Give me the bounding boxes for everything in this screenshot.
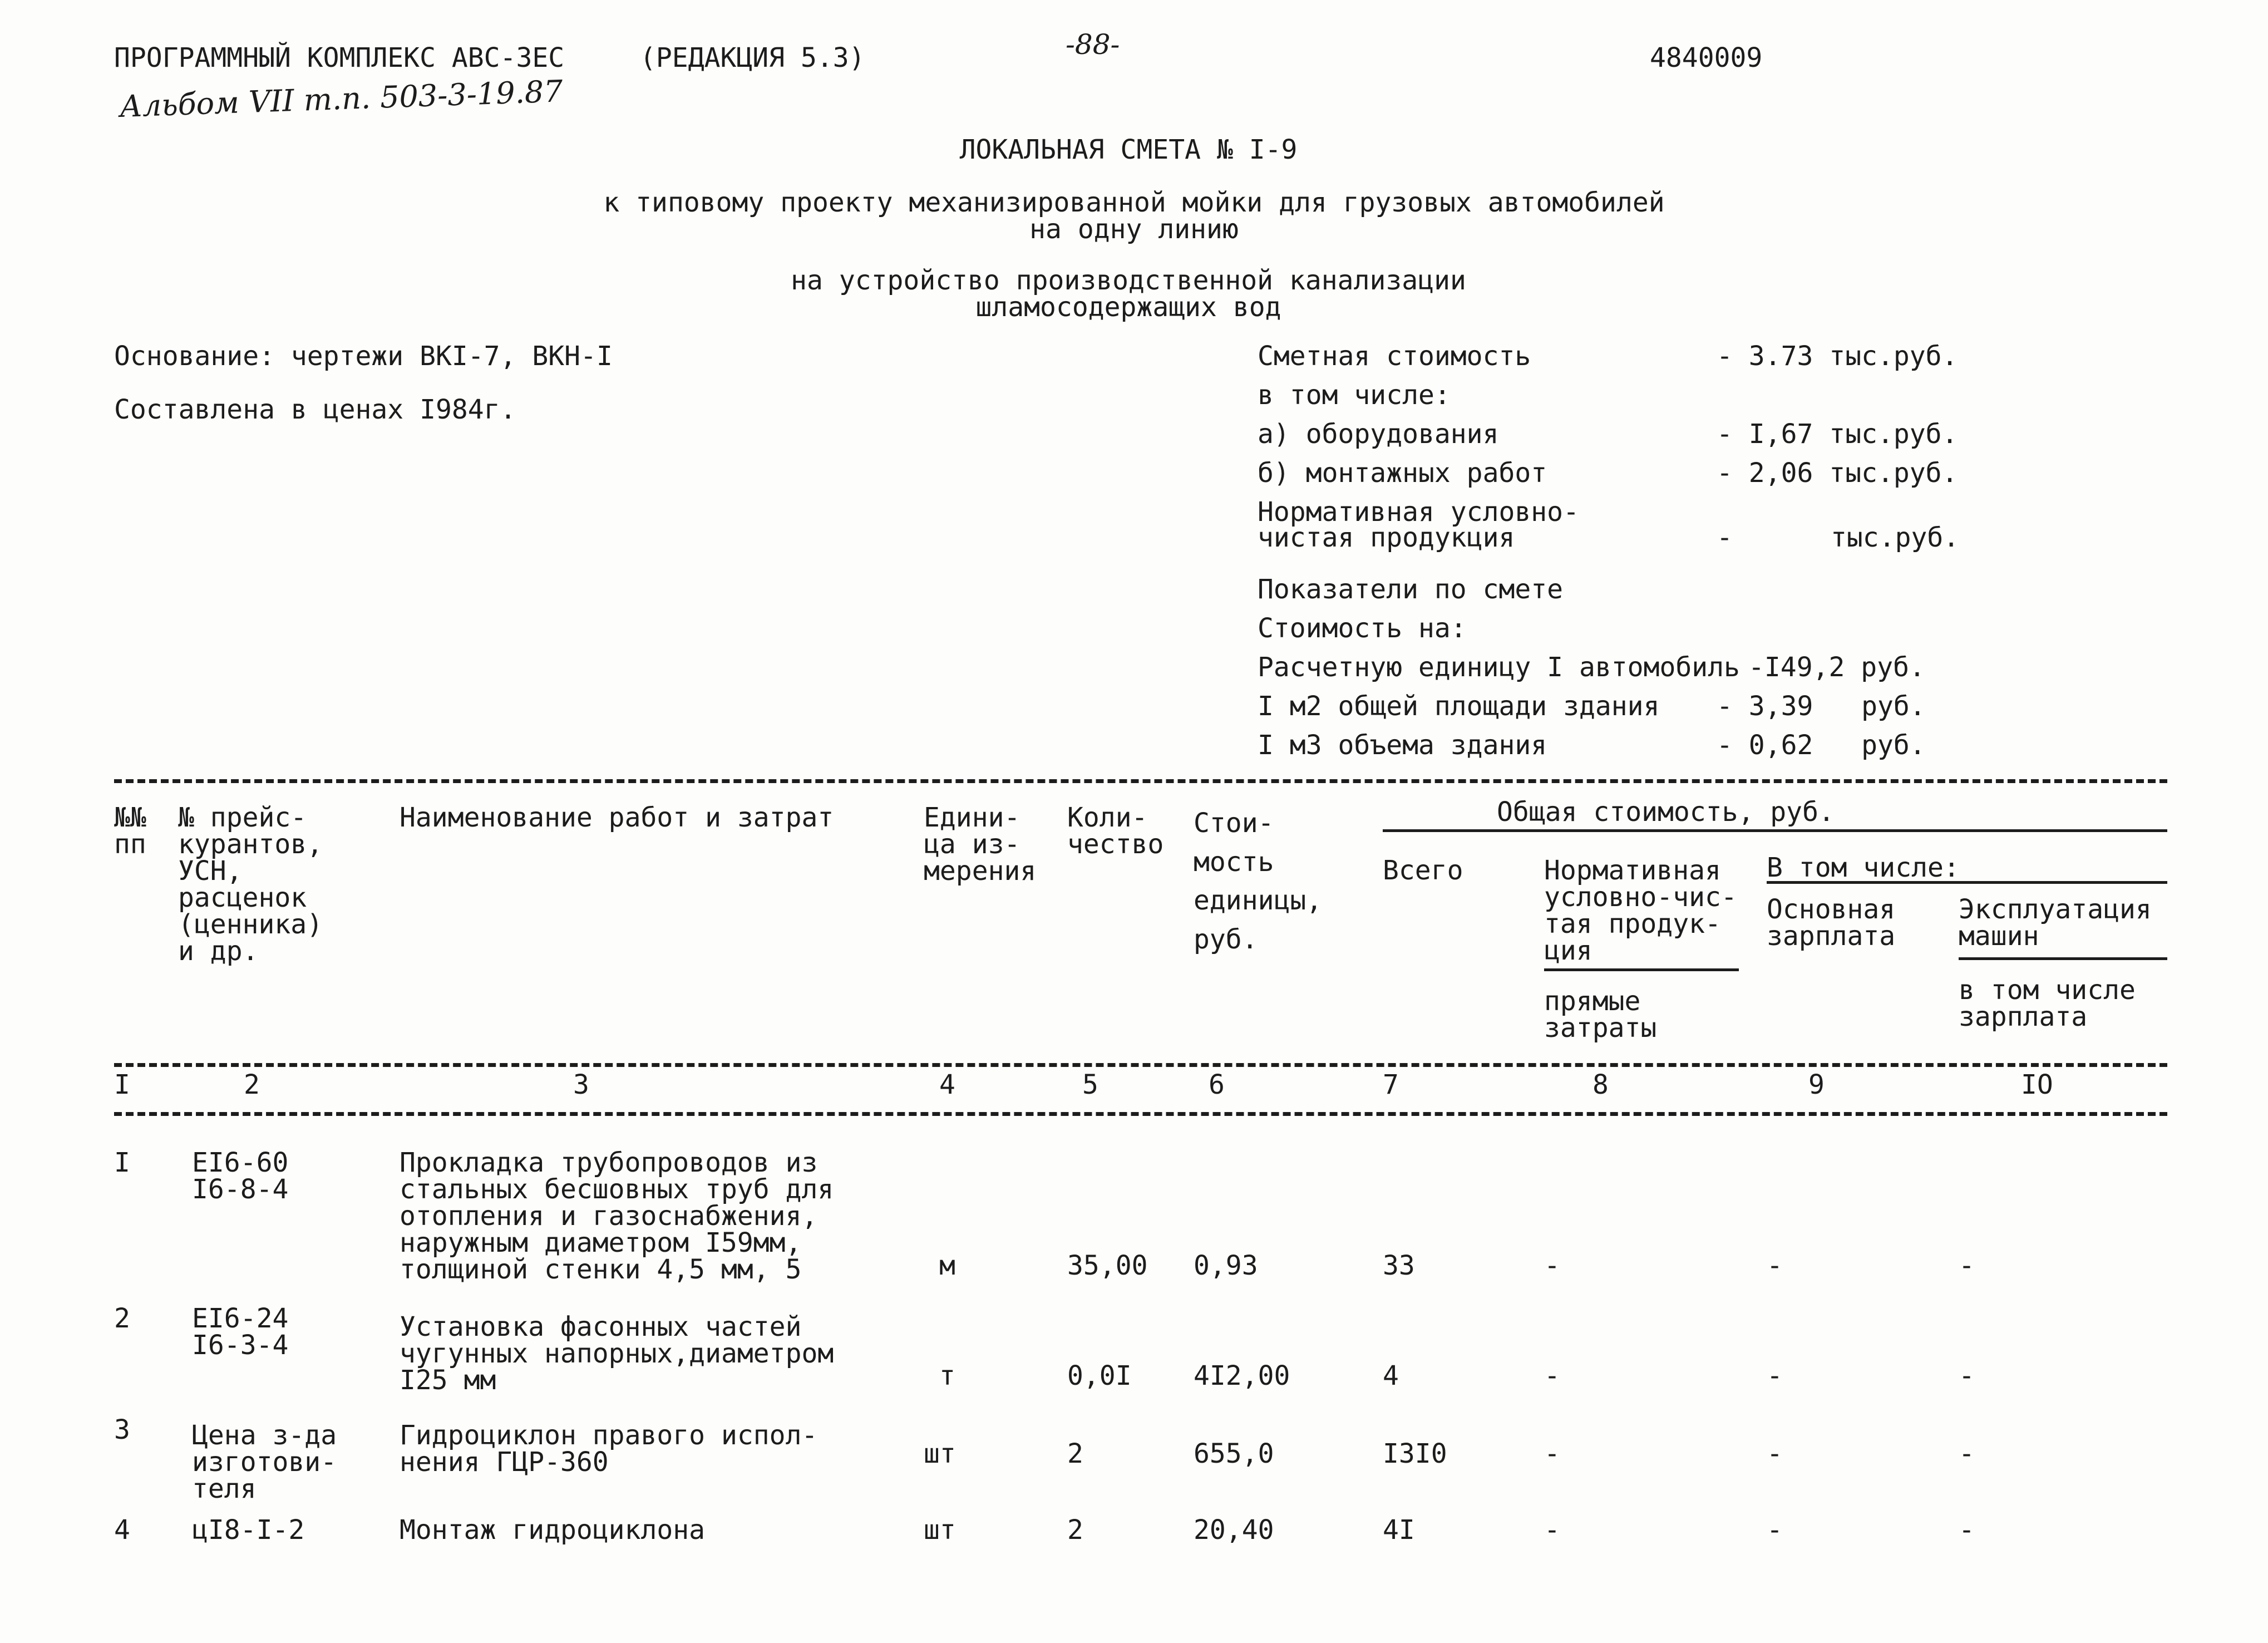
estimated-cost-label: Сметная стоимость: [1258, 341, 1531, 372]
cost-for-label: Стоимость на:: [1258, 613, 1467, 644]
per-unit-label: Расчетную единицу I автомобиль: [1258, 652, 1740, 683]
header-bottom-rule: [114, 1063, 2167, 1067]
including-label: в том числе:: [1258, 380, 1451, 411]
row-normative: -: [1544, 1360, 1560, 1391]
page-number: -88-: [1066, 28, 1120, 61]
title-line-1: к типовому проекту механизированной мойки для грузовых автомобилей: [603, 187, 1665, 218]
col-header-direct-costs: прямые затраты: [1544, 986, 1657, 1044]
col-header-price-ref: № прейс- курантов, УСН, расценок (ценника) и др.: [178, 802, 323, 967]
col-header-total-cost: Общая стоимость, руб.: [1497, 796, 1835, 828]
equipment-value: - I,67 тыс.руб.: [1717, 419, 1958, 450]
col-header-unit: Едини- ца из- мерения: [924, 802, 1037, 887]
col-header-base-salary: Основная зарплата: [1767, 894, 1896, 952]
column-number-1: I: [114, 1069, 130, 1100]
installation-value: - 2,06 тыс.руб.: [1717, 458, 1958, 489]
col-header-work-name: Наименование работ и затрат: [400, 802, 834, 833]
col-header-unit-cost: Стои- мость единицы, руб.: [1194, 808, 1323, 955]
including-underline: [1767, 881, 2167, 884]
column-number-8: 8: [1592, 1069, 1609, 1100]
row-quantity: 0,0I: [1067, 1360, 1132, 1391]
row-unit: шт: [924, 1438, 956, 1469]
row-normative: -: [1544, 1438, 1560, 1469]
program-name: ПРОГРАММНЫЙ КОМПЛЕКС АВС-3ЕС: [114, 42, 565, 73]
machines-underline: [1959, 957, 2167, 960]
normative-label-2: чистая продукция: [1258, 522, 1515, 553]
album-note: Альбом VII т.п. 503-3-19.87: [119, 73, 564, 124]
equipment-label: а) оборудования: [1258, 419, 1499, 450]
row-unit-cost: 0,93: [1194, 1250, 1258, 1281]
row-work-name: Установка фасонных частей чугунных напорных,диаметром I25 мм: [400, 1311, 834, 1396]
row-total: 33: [1383, 1250, 1415, 1281]
row-unit: т: [939, 1360, 955, 1391]
row-number: 2: [114, 1303, 130, 1334]
row-total: 4I: [1383, 1514, 1415, 1546]
column-number-7: 7: [1383, 1069, 1399, 1100]
col-header-total: Всего: [1383, 855, 1463, 886]
row-unit-cost: 655,0: [1194, 1438, 1274, 1469]
per-m3-label: I м3 объема здания: [1258, 730, 1547, 761]
title-line-2: на одну линию: [1029, 214, 1239, 245]
normative-unit: тыс.руб.: [1831, 522, 1960, 553]
column-number-6: 6: [1209, 1069, 1225, 1100]
installation-label: б) монтажных работ: [1258, 458, 1547, 489]
col-header-normative: Нормативная условно-чис- тая продук- ция: [1544, 855, 1737, 966]
row-quantity: 2: [1067, 1514, 1083, 1546]
row-machines: -: [1959, 1360, 1975, 1391]
row-base-salary: -: [1767, 1360, 1783, 1391]
row-number: 3: [114, 1414, 130, 1445]
row-base-salary: -: [1767, 1438, 1783, 1469]
row-unit-cost: 4I2,00: [1194, 1360, 1290, 1391]
title-line-3: на устройство производственной канализации: [791, 265, 1466, 296]
row-work-name: Гидроциклон правого испол- нения ГЦР-360: [400, 1420, 818, 1478]
row-unit: шт: [924, 1514, 956, 1546]
title-line-4: шламосодержащих вод: [975, 292, 1281, 323]
col-header-machine-operation: Эксплуатация машин: [1959, 894, 2152, 952]
row-quantity: 35,00: [1067, 1250, 1148, 1281]
column-number-3: 3: [573, 1069, 589, 1100]
col-header-row-number: №№ пп: [114, 802, 146, 860]
row-total: 4: [1383, 1360, 1399, 1391]
basis-prices: Составлена в ценах I984г.: [114, 394, 516, 425]
row-price-ref: EI6-24 I6-3-4: [192, 1303, 289, 1361]
row-unit: м: [939, 1250, 955, 1281]
per-m2-value: - 3,39 руб.: [1717, 691, 1926, 722]
normative-label-1: Нормативная условно-: [1258, 496, 1579, 528]
edition: (РЕДАКЦИЯ 5.3): [640, 42, 865, 73]
row-total: I3I0: [1383, 1438, 1447, 1469]
row-normative: -: [1544, 1514, 1560, 1546]
normative-underline: [1544, 968, 1739, 971]
row-number: I: [114, 1147, 130, 1178]
row-unit-cost: 20,40: [1194, 1514, 1274, 1546]
row-machines: -: [1959, 1438, 1975, 1469]
per-m3-value: - 0,62 руб.: [1717, 730, 1926, 761]
row-machines: -: [1959, 1250, 1975, 1281]
row-work-name: Прокладка трубопроводов из стальных бесшовных труб для отопления и газоснабжения, наружным диаметром I59мм, толщиной стенки 4,5 мм, 5: [400, 1147, 834, 1285]
normative-dash: -: [1717, 522, 1733, 553]
row-base-salary: -: [1767, 1250, 1783, 1281]
basis-drawings: Основание: чертежи ВКI-7, ВКН-I: [114, 341, 613, 372]
column-numbers-rule: [114, 1112, 2167, 1116]
table-top-rule: [114, 779, 2167, 783]
column-number-4: 4: [939, 1069, 955, 1100]
estimate-title: ЛОКАЛЬНАЯ СМЕТА № I-9: [959, 134, 1298, 165]
row-price-ref: Цена з-да изготови- теля: [192, 1420, 337, 1504]
row-number: 4: [114, 1514, 130, 1546]
indicators-label: Показатели по смете: [1258, 574, 1564, 605]
per-m2-label: I м2 общей площади здания: [1258, 691, 1660, 722]
col-header-including: В том числе:: [1767, 852, 1960, 883]
column-number-10: IO: [2021, 1069, 2053, 1100]
total-cost-underline: [1383, 829, 2167, 832]
per-unit-value: -I49,2 руб.: [1748, 652, 1925, 683]
row-price-ref: EI6-60 I6-8-4: [192, 1147, 289, 1205]
row-normative: -: [1544, 1250, 1560, 1281]
row-machines: -: [1959, 1514, 1975, 1546]
row-quantity: 2: [1067, 1438, 1083, 1469]
doc-code: 4840009: [1650, 42, 1763, 73]
column-number-5: 5: [1082, 1069, 1098, 1100]
row-base-salary: -: [1767, 1514, 1783, 1546]
col-header-quantity: Коли- чество: [1067, 802, 1164, 860]
column-number-9: 9: [1808, 1069, 1825, 1100]
col-header-machine-salary: в том числе зарплата: [1959, 975, 2136, 1032]
column-number-2: 2: [244, 1069, 260, 1100]
row-work-name: Монтаж гидроциклона: [400, 1514, 706, 1546]
row-price-ref: цI8-I-2: [192, 1514, 305, 1546]
estimated-cost-value: - 3.73 тыс.руб.: [1717, 341, 1958, 372]
